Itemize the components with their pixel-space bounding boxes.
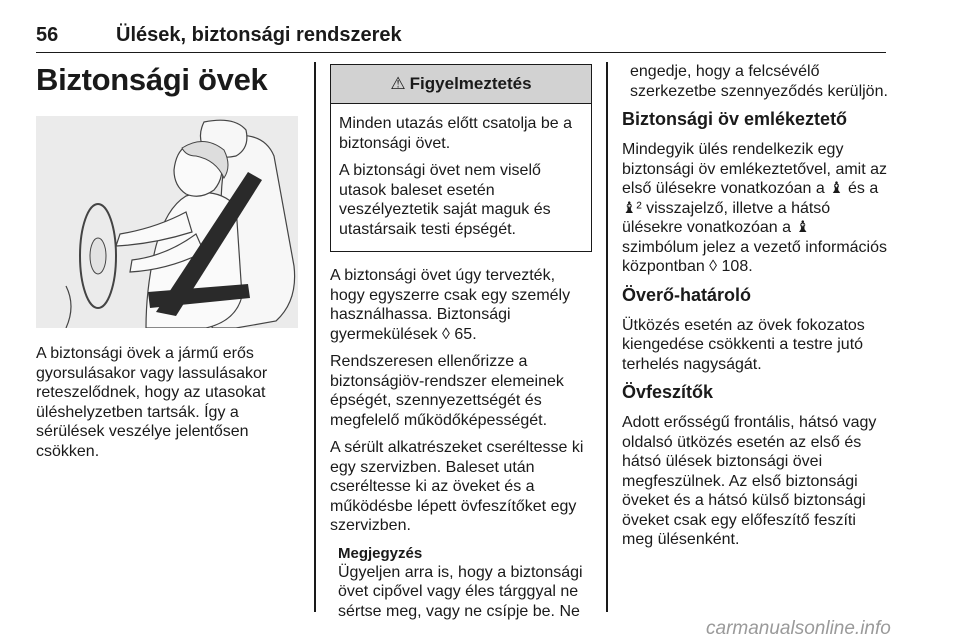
column-right: [622, 62, 890, 558]
body-paragraph: A sérült alkatrészeket cseréltesse ki egy szervizben. Baleset után cseréltesse ki az öveket és a működésbe lépett övfeszítőket egy szervizben.: [330, 439, 584, 534]
body-paragraph: Ütközés esetén az övek fokozatos kiengedése csökkenti a testre jutó terhelés nagyságát.: [622, 316, 865, 373]
warning-paragraph: Minden utazás előtt csatolja be a biztonsági övet.: [339, 115, 573, 152]
chapter-title: Ülések, biztonsági rendszerek: [116, 24, 402, 46]
column-divider: [314, 62, 316, 612]
warning-paragraph: A biztonsági övet nem viselő utasok baleset esetén veszélyeztetik saját maguk és utastársaik testi épségét.: [339, 162, 551, 238]
body-paragraph: Mindegyik ülés rendelkezik egy biztonsági öv emlékeztetővel, amit az első ülésekre vonatkozóan a ♝ és a ♝² visszajelző, illetve a hátsó ülésekre vonatkozóan a ♝ szimbólum jelez a vezető információs központban ◊ 108.: [622, 141, 888, 275]
warning-header: [331, 65, 591, 104]
note-title: Megjegyzés: [338, 544, 423, 562]
column-left: [36, 62, 298, 469]
intro-paragraph: A biztonsági övek a jármű erős gyorsulásakor vagy lassulásakor reteszelődnek, hogy az utasokat üléshelyzetben tartsák. Így a sérülések veszélye jelentősen csökken.: [36, 345, 268, 460]
warning-title: Figyelmeztetés: [409, 74, 532, 93]
section-title: Biztonsági övek: [36, 62, 268, 97]
seatbelt-illustration: [36, 116, 298, 328]
seatbelt-driver-image: [36, 116, 298, 328]
subheading-load-limiter: Överő-határoló: [622, 284, 752, 305]
note-block: [330, 544, 592, 622]
column-middle: [330, 62, 592, 629]
continued-paragraph: engedje, hogy a felcsévélő szerkezetbe szennyeződés kerüljön.: [630, 63, 888, 100]
page-number: 56: [36, 24, 59, 46]
body-paragraph: Adott erősségű frontális, hátsó vagy oldalsó ütközés esetén az első és hátsó ülések biztonsági övei megfeszülnek. Az első biztonsági öveket és a hátsó külső biztonsági öveket csak egy előfeszítő feszíti meg ülésenként.: [622, 414, 877, 548]
body-paragraph: A biztonsági övet úgy tervezték, hogy egyszerre csak egy személy használhassa. Biztonsági gyermekülések ◊ 65.: [330, 267, 571, 343]
page-header: [36, 22, 886, 53]
body-paragraph: Rendszeresen ellenőrizze a biztonságiöv-rendszer elemeinek épségét, szennyezettségét és megfelelő működőképességét.: [330, 353, 564, 429]
warning-box: [330, 64, 592, 252]
subheading-pretensioners: Övfeszítők: [622, 382, 714, 402]
column-divider: [606, 62, 608, 612]
watermark: carmanualsonline.info: [706, 618, 891, 639]
subheading-reminder: Biztonsági öv emlékeztető: [622, 109, 848, 129]
note-text: Ügyeljen arra is, hogy a biztonsági övet cipővel vagy éles tárggyal ne sértse meg, vagy ne csípje be. Ne: [338, 563, 583, 620]
warning-triangle-icon: ⚠: [390, 74, 406, 93]
warning-body: [331, 104, 591, 251]
